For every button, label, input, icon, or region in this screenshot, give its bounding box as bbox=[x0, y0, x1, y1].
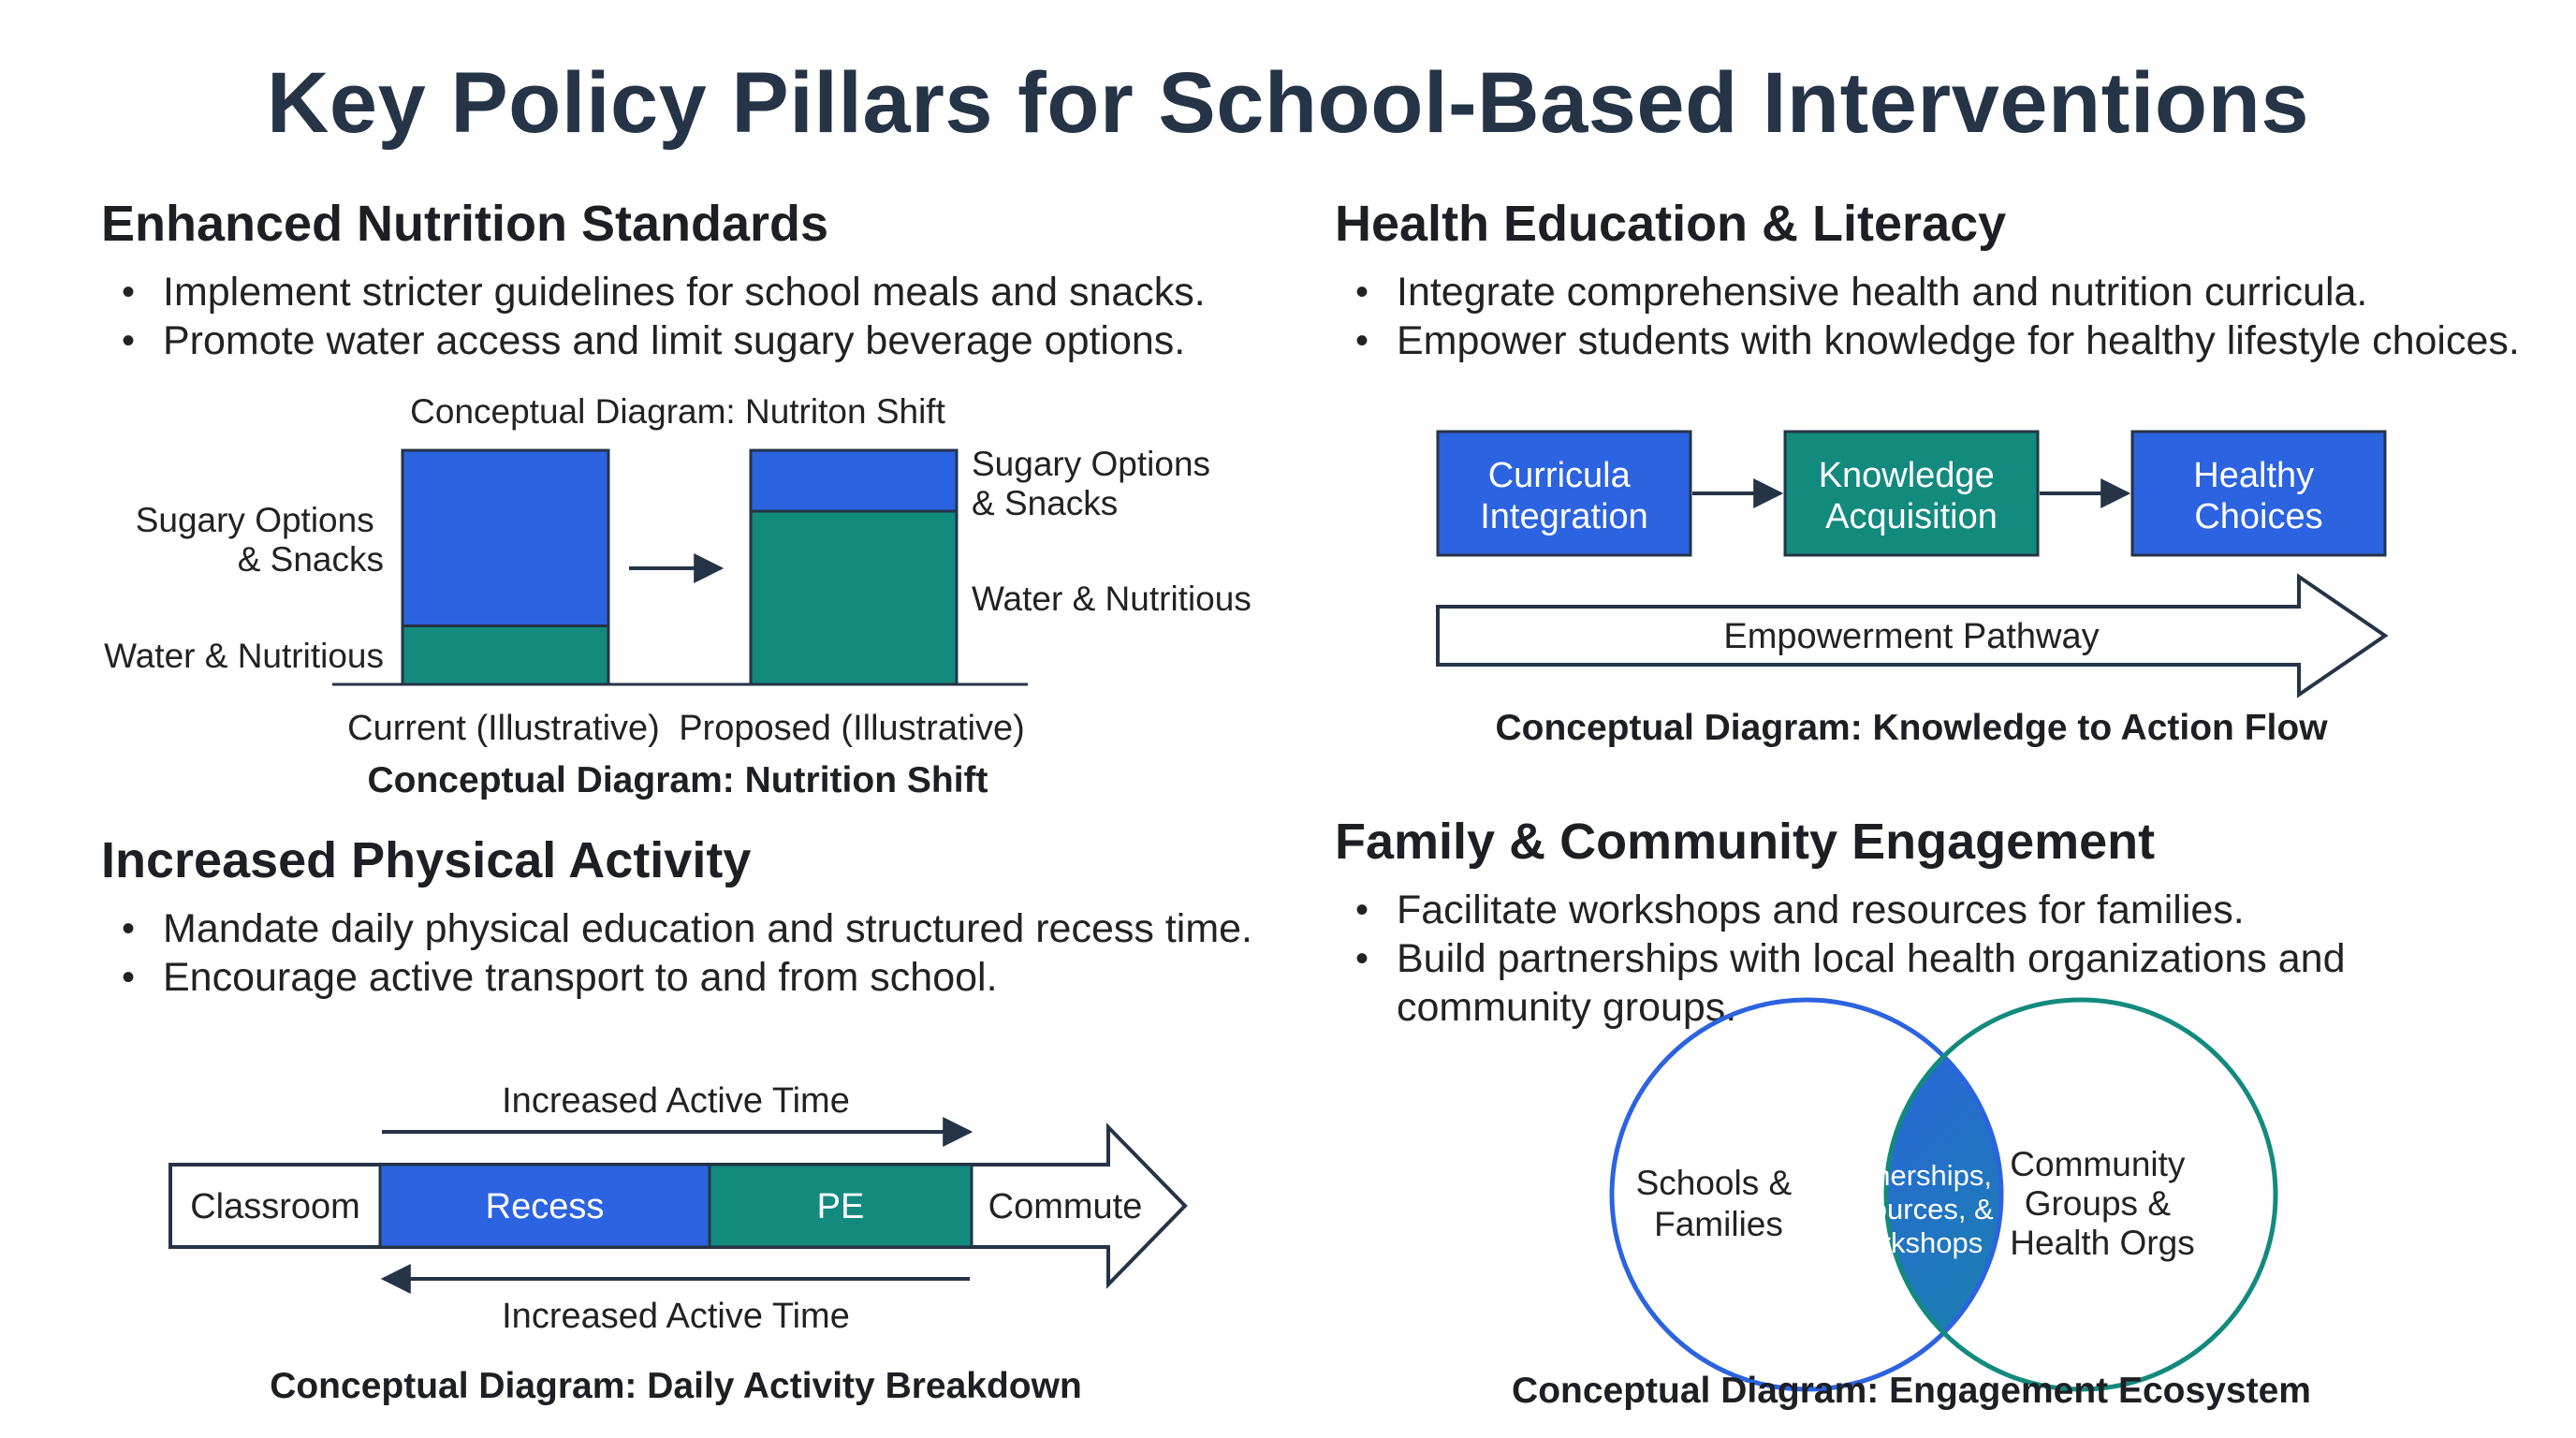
engagement-venn bbox=[1512, 1000, 2311, 1411]
venn-label-community: Community Groups & Health Orgs bbox=[2010, 1145, 2195, 1262]
knowledge-flow bbox=[1438, 432, 2385, 748]
page-title: Key Policy Pillars for School-Based Interventions bbox=[266, 55, 2309, 151]
bullet-item: • Mandate daily physical education and structured recess time. bbox=[163, 904, 1262, 953]
bar-segment-sugary-proposed bbox=[751, 450, 957, 511]
bullet-item: • Build partnerships with local health organizations and community groups. bbox=[1397, 934, 2389, 1032]
bar-segment-water-current bbox=[402, 626, 608, 685]
step-label-choices: Healthy Choices bbox=[2193, 456, 2323, 536]
venn-label-schools: Schools & Families bbox=[1635, 1164, 1793, 1243]
bullet-item: • Integrate comprehensive health and nutrition curricula. bbox=[1397, 268, 2552, 316]
bottom-arrow-label: Increased Active Time bbox=[502, 1297, 850, 1336]
nutrition-heading: Enhanced Nutrition Standards bbox=[101, 196, 829, 252]
bullet-item: • Promote water access and limit sugary beverage options. bbox=[163, 316, 1262, 365]
label-water-right: Water & Nutritious bbox=[972, 580, 1251, 618]
bar-segment-sugary-current bbox=[402, 450, 608, 626]
bullet-item: • Facilitate workshops and resources for families. bbox=[1397, 886, 2421, 934]
pathway-label: Empowerment Pathway bbox=[1723, 617, 2100, 656]
nutrition-diagram-title: Conceptual Diagram: Nutriton Shift bbox=[410, 392, 945, 431]
bar-label-proposed: Proposed (Illustrative) bbox=[679, 709, 1025, 748]
bullet-item: • Encourage active transport to and from school. bbox=[163, 953, 1262, 1002]
label-water-left: Water & Nutritious bbox=[104, 637, 384, 675]
step-label-knowledge: Knowledge Acquisition bbox=[1818, 456, 1998, 536]
health-ed-heading: Health Education & Literacy bbox=[1335, 196, 2007, 252]
segment-label-commute: Commute bbox=[988, 1187, 1143, 1226]
segment-label-recess: Recess bbox=[485, 1187, 605, 1226]
top-arrow-label: Increased Active Time bbox=[502, 1081, 850, 1121]
label-sugary-left: Sugary Options & Snacks bbox=[135, 501, 384, 579]
label-sugary-right: Sugary Options & Snacks bbox=[972, 445, 1211, 522]
bullet-item: • Empower students with knowledge for healthy lifestyle choices. bbox=[1397, 316, 2552, 365]
engagement-heading: Family & Community Engagement bbox=[1335, 814, 2156, 870]
bar-label-current: Current (Illustrative) bbox=[347, 709, 660, 748]
activity-heading: Increased Physical Activity bbox=[101, 832, 752, 888]
knowledge-caption: Conceptual Diagram: Knowledge to Action Flow bbox=[1495, 708, 2328, 748]
engagement-caption: Conceptual Diagram: Engagement Ecosystem bbox=[1512, 1371, 2311, 1411]
segment-label-classroom: Classroom bbox=[190, 1187, 360, 1226]
venn-label-overlap: Partnerships, Resources, & Workshops bbox=[1819, 1159, 1994, 1259]
activity-diagram bbox=[170, 1081, 1185, 1406]
nutrition-caption: Conceptual Diagram: Nutrition Shift bbox=[367, 760, 988, 800]
segment-label-pe: PE bbox=[816, 1187, 865, 1226]
step-label-curricula: Curricula Integration bbox=[1480, 456, 1648, 536]
bar-segment-water-proposed bbox=[751, 511, 957, 684]
nutrition-chart bbox=[104, 392, 1251, 800]
bullet-item: • Implement stricter guidelines for school meals and snacks. bbox=[163, 268, 1262, 316]
activity-caption: Conceptual Diagram: Daily Activity Breakdown bbox=[270, 1366, 1082, 1406]
